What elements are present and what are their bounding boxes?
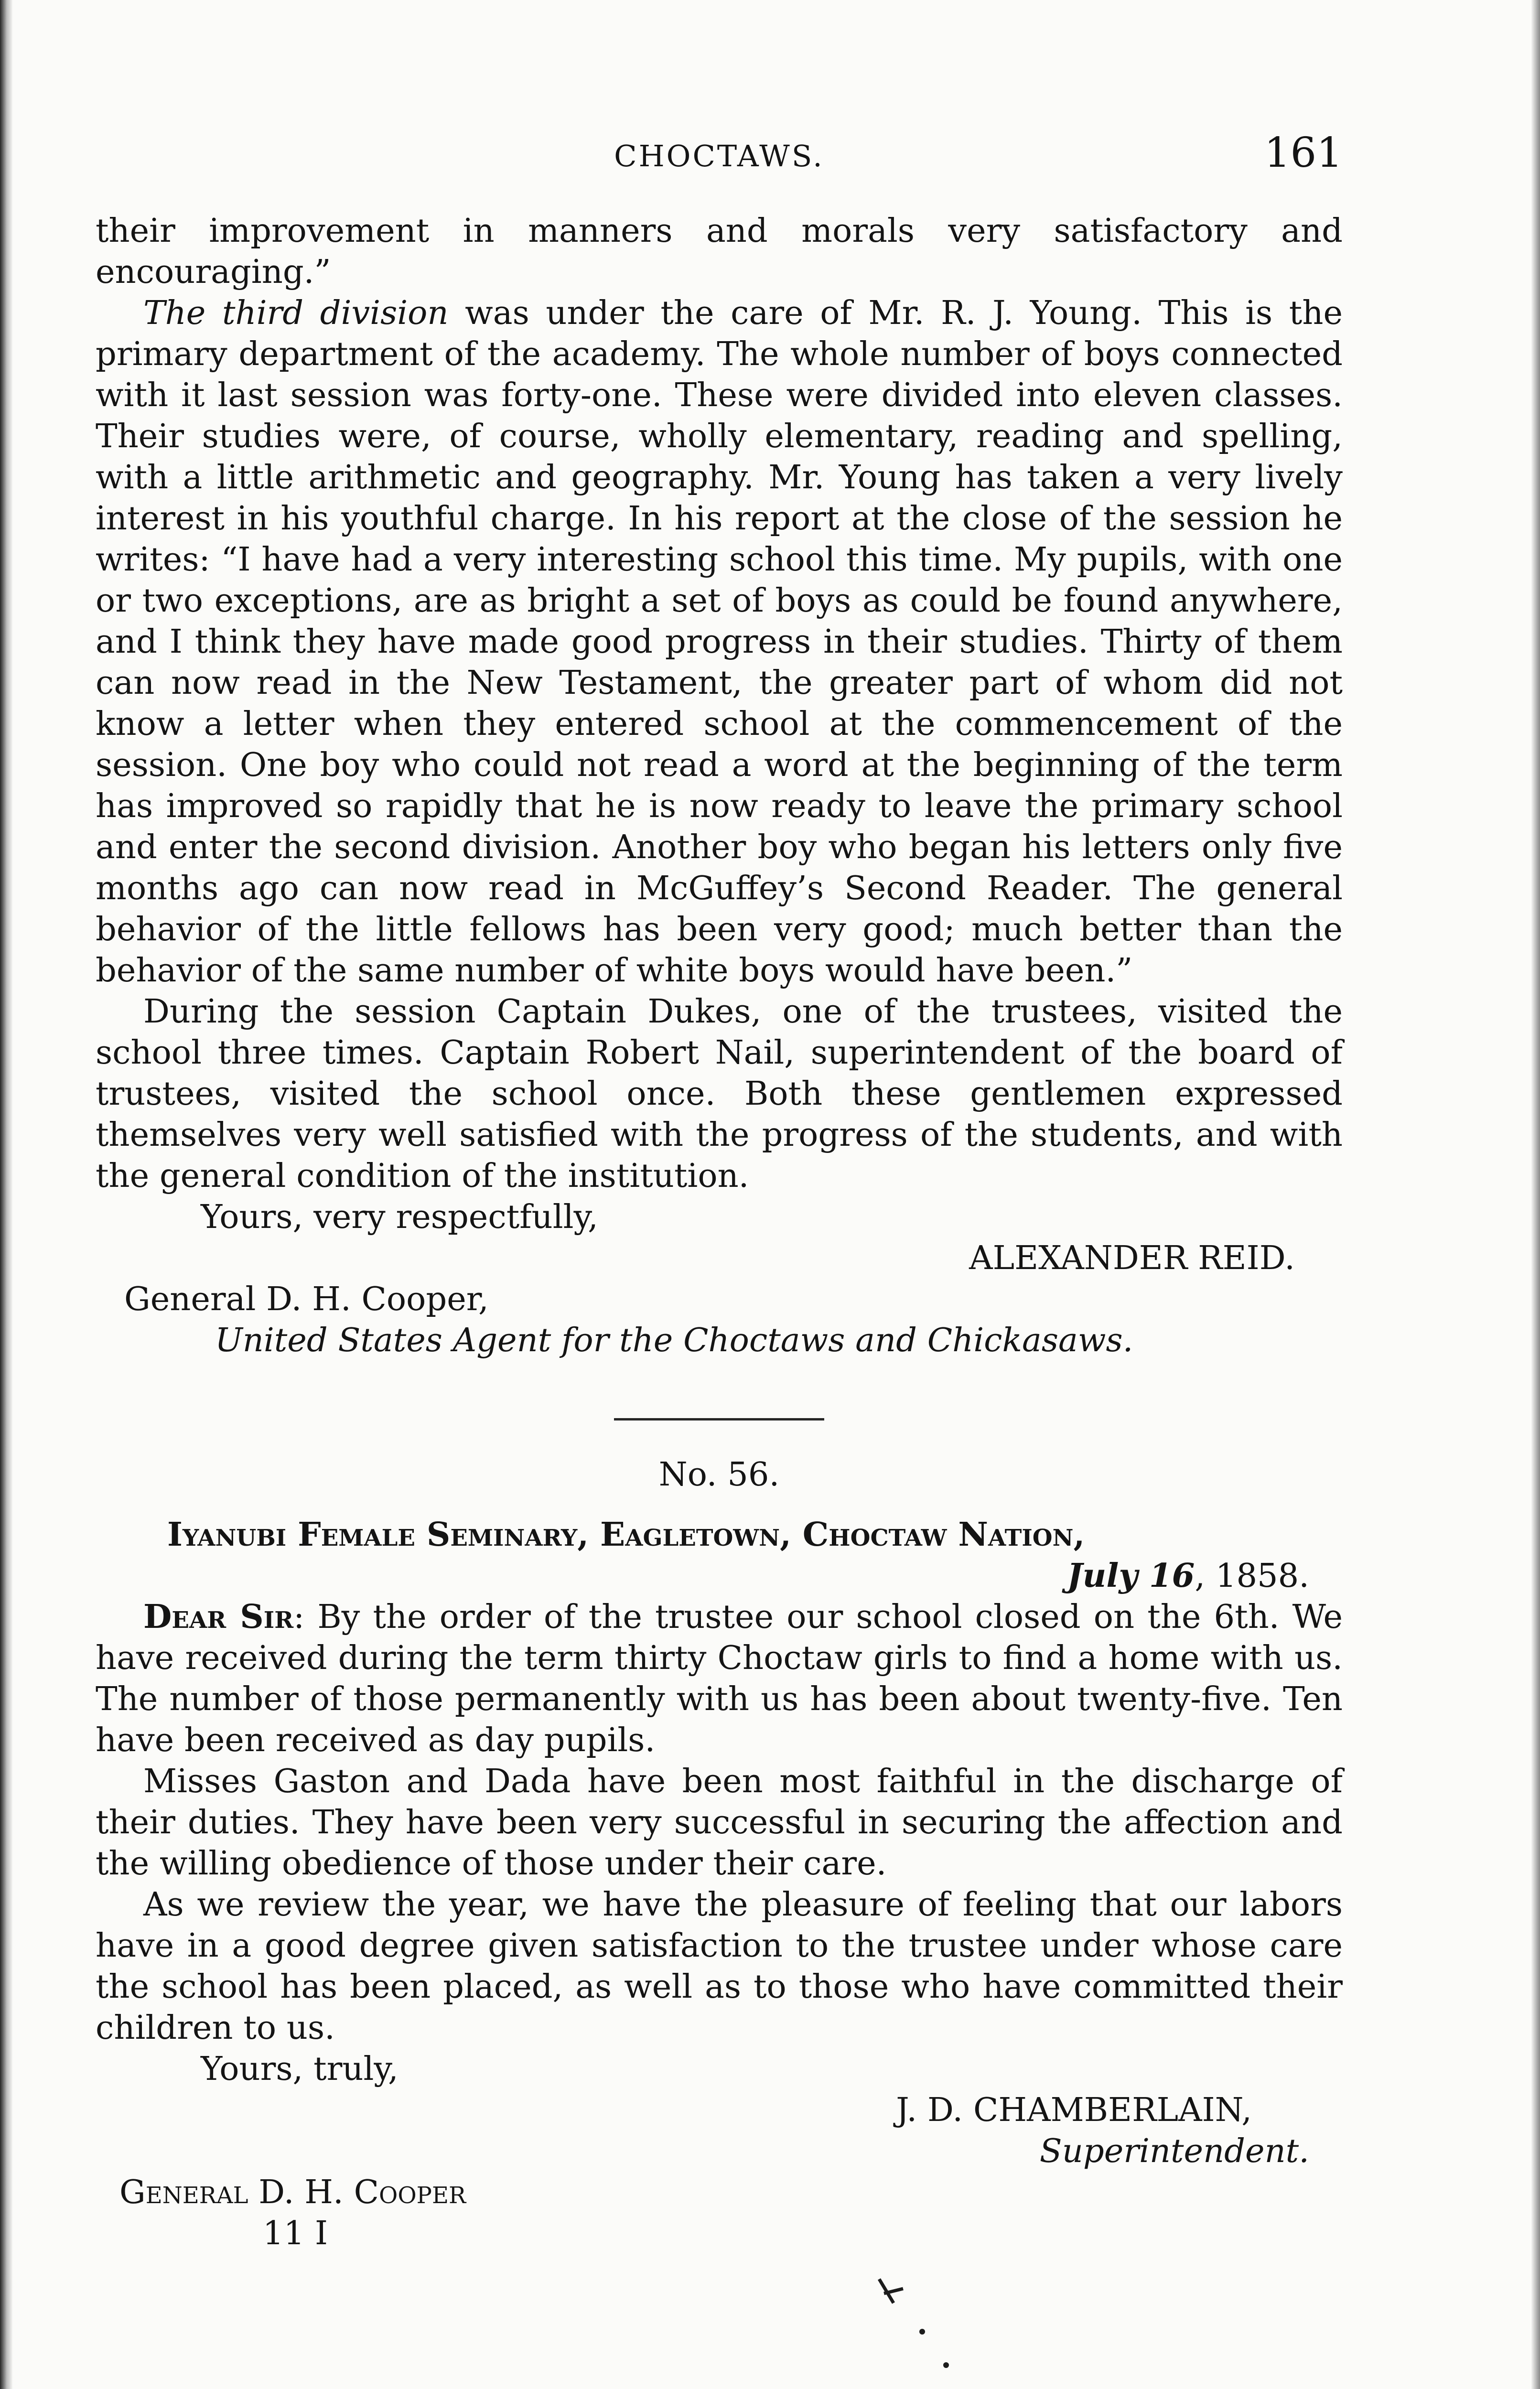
letter1-addressee-title: United States Agent for the Choctaws and Chickasaws. <box>215 1321 1133 1359</box>
institution-heading <box>96 1514 1343 1555</box>
letter1-signer: ALEXANDER REID. <box>969 1239 1295 1277</box>
third-division-lead: The third division <box>143 294 449 332</box>
institution-name: Iyanubi Female Seminary, Eagletown, Choctaw Nation, <box>167 1516 1085 1554</box>
running-title: CHOCTAWS. <box>614 139 824 173</box>
letter2-paragraph-3: As we review the year, we have the pleasure of feeling that our labors have in a good degree given satisfaction to the trustee under whose care the school has been placed, as well as to those who have committed their children to us. <box>96 1885 1343 2047</box>
letter2-closing: Yours, truly, <box>201 2050 398 2088</box>
page-edge-shadow-left <box>0 0 12 2389</box>
letter1-closing: Yours, very respectfully, <box>201 1198 598 1236</box>
signature-mark: 11 I <box>263 2214 328 2252</box>
page-number: 161 <box>1264 129 1343 177</box>
letter2-addressee-name: General D. H. Cooper <box>119 2173 466 2211</box>
document-number: No. 56. <box>658 1455 780 1494</box>
letter2-signer-title: Superintendent. <box>1039 2132 1309 2170</box>
body-text <box>96 210 1343 2254</box>
letter1-paragraph-3: During the session Captain Dukes, one of the trustees, visited the school three times. Captain Robert Nail, superintendent of the board of trustees, visited the school once. Both these gentlemen expressed themselves very well satisfied with the progress of the students, and with the general condition of the institution. <box>96 992 1343 1195</box>
letter1-addressee: General D. H. Cooper, <box>124 1280 489 1318</box>
letter2-date <box>96 1555 1343 1596</box>
letter2-addressee <box>96 2172 1343 2213</box>
letter1-paragraph-1: their improvement in manners and morals very satisfactory and encouraging.” <box>96 212 1343 291</box>
page-header <box>96 129 1343 182</box>
ink-scribble-marks <box>851 2274 1281 2389</box>
page-edge-shadow-right <box>1531 0 1540 2389</box>
section-divider-rule <box>614 1418 824 1420</box>
salutation: Dear Sir <box>143 1598 294 1636</box>
letter2-paragraph-1-text: : By the order of the trustee our school closed on the 6th. We have received during the term thirty Choctaw girls to find a home with us. The number of those permanently with us has been about twenty-five. Ten have been received as day pupils. <box>96 1598 1343 1759</box>
date-month-day: July 16 <box>1067 1557 1195 1595</box>
date-year: , 1858. <box>1195 1557 1309 1595</box>
letter1-paragraph-2-text: was under the care of Mr. R. J. Young. This is the primary department of the academy. The whole number of boys connected with it last session was forty-one. These were divided into eleven classes. Their studies were, of course, wholly elementary, reading and spelling, with a little arithmetic and geography. Mr. Young has taken a very lively interest in his youthful charge. In his report at the close of the session he writes: “I have had a very interesting school this time. My pupils, with one or two exceptions, are as bright a set of boys as could be found anywhere, and I think they have made good progress in their studies. Thirty of them can now read in the New Testament, the greater part of whom did not know a letter when they entered school at the commencement of the session. One boy who could not read a word at the beginning of the term has improved so rapidly that he is now ready to leave the primary school and enter the second division. Another boy who began his letters only five months ago can now read in McGuffey’s Second Reader. The general behavior of the little fellows has been very good; much better than the behavior of the same number of white boys would have been.” <box>96 294 1343 990</box>
letter1-paragraph-2 <box>96 292 1343 991</box>
letter2-paragraph-1 <box>96 1596 1343 1761</box>
letter2-signer: J. D. CHAMBERLAIN, <box>896 2091 1252 2129</box>
letter2-paragraph-2: Misses Gaston and Dada have been most faithful in the discharge of their duties. They have been very successful in securing the affection and the willing obedience of those under their care. <box>96 1762 1343 1883</box>
